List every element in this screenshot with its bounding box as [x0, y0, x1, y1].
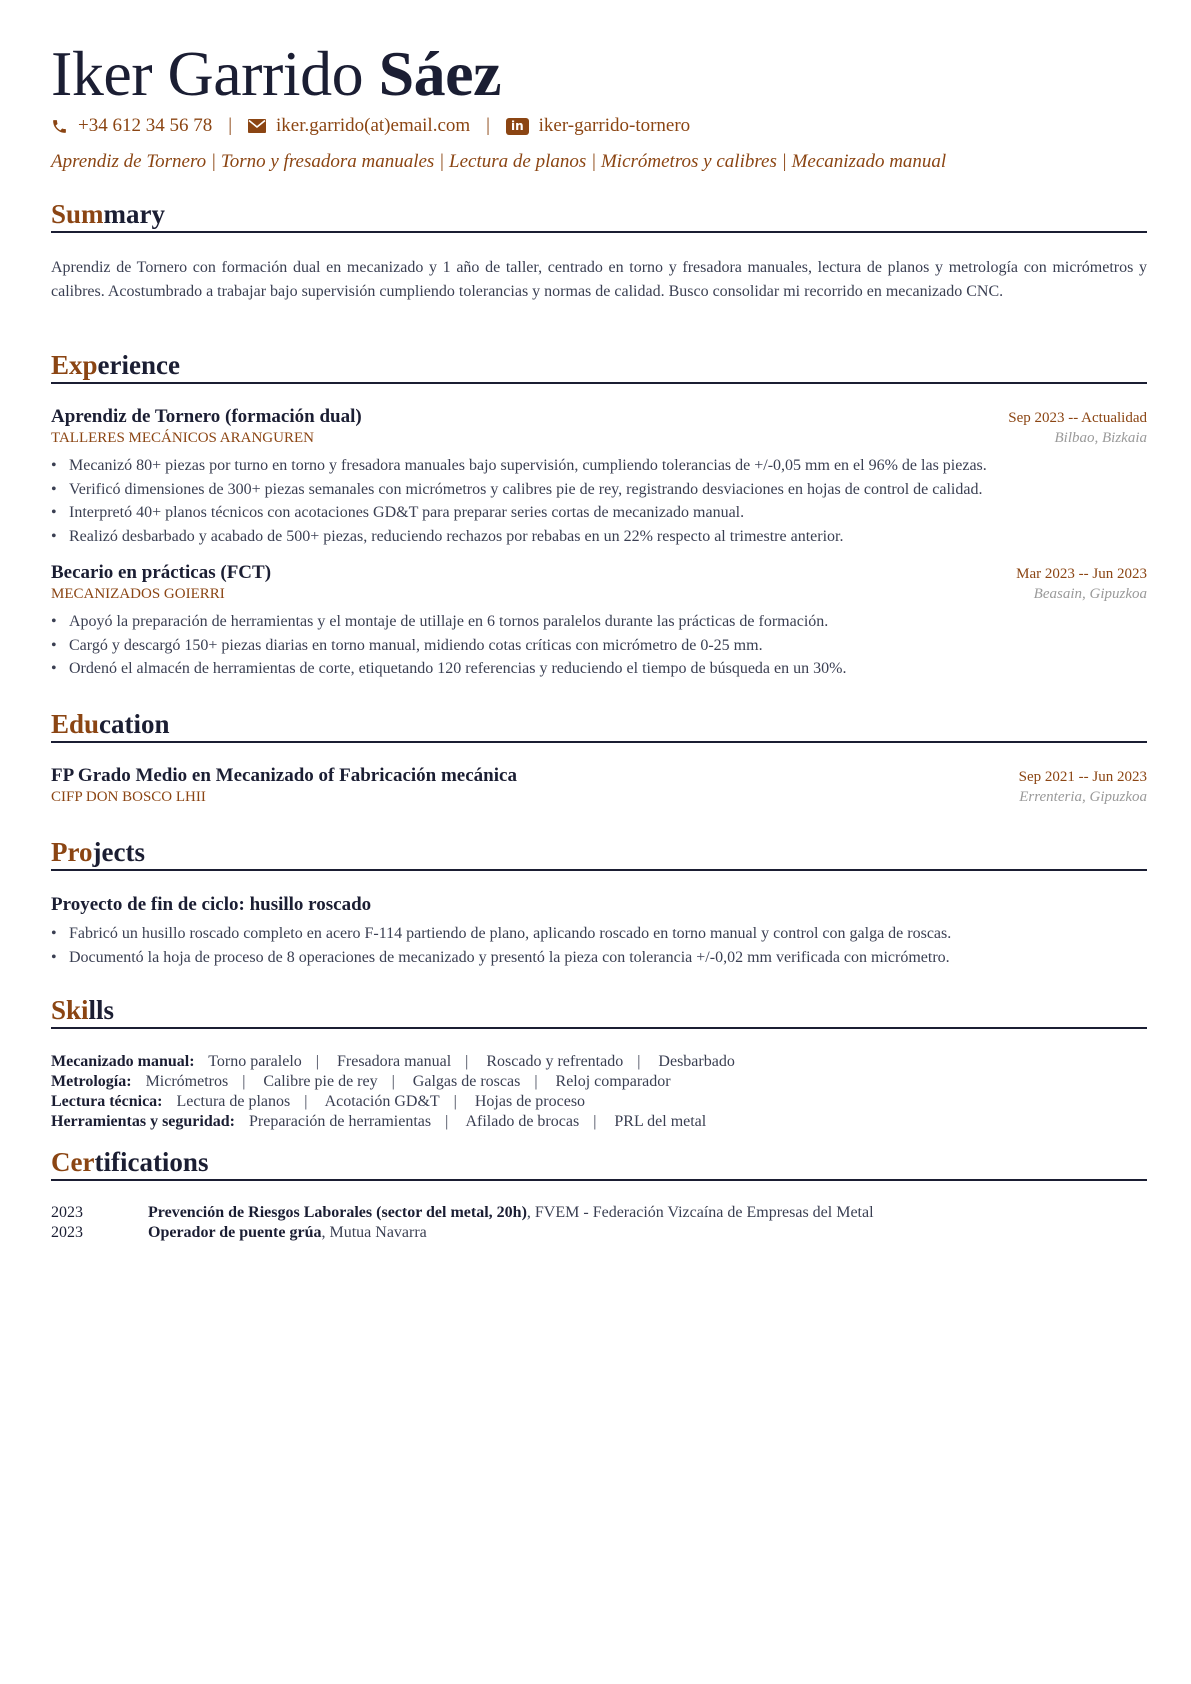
skill-item: Acotación GD&T	[324, 1093, 440, 1110]
summary-heading: Summary	[51, 197, 1147, 233]
linkedin-icon: in	[506, 118, 529, 135]
bullet-item: • Interpretó 40+ planos técnicos con acotaciones GD&T para preparar series cortas de mecanizado manual.	[51, 501, 1147, 525]
skill-item: Torno paralelo	[208, 1053, 302, 1070]
bullet-item: • Apoyó la preparación de herramientas y el montaje de utillaje en 6 tornos paralelos durante las prácticas de formación.	[51, 610, 1147, 634]
cert-issuer: , FVEM - Federación Vizcaína de Empresas del Metal	[526, 1204, 874, 1221]
skill-group: Mecanizado manual: Torno paralelo | Fresadora manual | Roscado y refrentado | Desbarbado	[51, 1053, 735, 1070]
job-title: Becario en prácticas (FCT)	[51, 562, 272, 583]
bullet-item: • Cargó y descargó 150+ piezas diarias en torno manual, midiendo cotas críticas con micrómetro de 0-25 mm.	[51, 634, 1147, 658]
skill-group: Metrología: Micrómetros | Calibre pie de rey | Galgas de roscas | Reloj comparador	[51, 1073, 671, 1090]
cert-year: 2023	[51, 1204, 83, 1221]
skill-item: Fresadora manual	[336, 1053, 452, 1070]
skill-item: PRL del metal	[614, 1113, 707, 1130]
skill-item: Galgas de roscas	[412, 1073, 521, 1090]
bullet-item: • Verificó dimensiones de 300+ piezas semanales con micrómetros y calibres pie de rey, registrando desviaciones en hojas de control de calidad.	[51, 478, 1147, 502]
contact-separator: |	[228, 115, 233, 136]
project-title: Proyecto de fin de ciclo: husillo roscado	[51, 894, 372, 915]
linkedin-link[interactable]: iker-garrido-tornero	[538, 115, 691, 136]
skill-category: Herramientas y seguridad:	[51, 1113, 235, 1130]
bullet-item: • Mecanizó 80+ piezas por turno en torno y fresadora manuales bajo supervisión, cumpliendo tolerancias de +/-0,05 mm en el 96% de las piezas.	[51, 454, 1147, 478]
bullet-item: • Ordenó el almacén de herramientas de corte, etiquetando 120 referencias y reduciendo el tiempo de búsqueda en un 30%.	[51, 657, 1147, 681]
skill-category: Metrología:	[51, 1073, 132, 1090]
skill-item: Roscado y refrentado	[486, 1053, 624, 1070]
skill-item: Desbarbado	[658, 1053, 735, 1070]
skill-item: Hojas de proceso	[474, 1093, 586, 1110]
skill-category: Mecanizado manual:	[51, 1053, 195, 1070]
skill-item: Micrómetros	[145, 1073, 229, 1090]
experience-heading: Experience	[51, 348, 1147, 384]
skills-heading: Skills	[51, 993, 1147, 1029]
skill-item: Preparación de herramientas	[248, 1113, 432, 1130]
skill-item: Calibre pie de rey	[263, 1073, 378, 1090]
phone-icon	[51, 118, 68, 135]
first-name: Iker Garrido	[51, 38, 364, 109]
summary-text: Aprendiz de Tornero con formación dual en mecanizado y 1 año de taller, centrado en torno y fresadora manuales, lectura de planos y metrología con micrómetros y calibres. Acostumbrado a trabajar bajo supervisión cumpliendo tolerancias y normas de calidad. Busco consolidar mi recorrido en mecanizado CNC.	[51, 259, 1147, 300]
cert-name: Prevención de Riesgos Laborales (sector del metal, 20h)	[148, 1204, 527, 1221]
skill-item: Reloj comparador	[555, 1073, 671, 1090]
education-dates: Sep 2021 -- Jun 2023	[1018, 769, 1147, 785]
certification-item	[51, 1203, 1147, 1223]
education-entry	[51, 765, 1147, 809]
job-bullets	[51, 454, 1147, 548]
bullet-item: • Realizó desbarbado y acabado de 500+ piezas, reduciendo rechazos por rebabas en un 22% respecto al trimestre anterior.	[51, 525, 1147, 549]
phone-number[interactable]: +34 612 34 56 78	[78, 115, 213, 136]
project-bullets	[51, 922, 1147, 969]
bullet-item: • Fabricó un husillo roscado completo en acero F-114 partiendo de plano, aplicando roscado en torno manual y control con galga de roscas.	[51, 922, 1147, 946]
contact-separator: |	[486, 115, 490, 136]
project-entry	[51, 894, 1147, 969]
job-dates: Mar 2023 -- Jun 2023	[1016, 566, 1147, 582]
job-title: Aprendiz de Tornero (formación dual)	[51, 406, 362, 427]
school-location: Errenteria, Gipuzkoa	[1019, 789, 1147, 805]
certifications-heading: Certifications	[51, 1145, 1147, 1181]
experience-entry	[51, 406, 1147, 548]
job-dates: Sep 2023 -- Actualidad	[1008, 410, 1147, 426]
skill-item: Lectura de planos	[176, 1093, 291, 1110]
contact-line	[51, 113, 690, 139]
job-location: Bilbao, Bizkaia	[1054, 430, 1147, 446]
certifications-list	[51, 1203, 1147, 1243]
bullet-item: • Documentó la hoja de proceso de 8 operaciones de mecanizado y presentó la pieza con tolerancia +/-0,02 mm verificada con micrómetro.	[51, 946, 1147, 970]
company-name: TALLERES MECÁNICOS ARANGUREN	[51, 430, 314, 446]
last-name: Sáez	[378, 38, 501, 109]
skill-category: Lectura técnica:	[51, 1093, 163, 1110]
skill-group: Lectura técnica: Lectura de planos | Acotación GD&T | Hojas de proceso	[51, 1093, 586, 1110]
cert-issuer: , Mutua Navarra	[321, 1224, 427, 1241]
cert-year: 2023	[51, 1224, 83, 1241]
skill-group: Herramientas y seguridad: Preparación de herramientas | Afilado de brocas | PRL del metal	[51, 1113, 707, 1130]
degree-title: FP Grado Medio en Mecanizado of Fabricación mecánica	[51, 765, 517, 786]
cert-name: Operador de puente grúa	[148, 1224, 322, 1241]
candidate-name	[51, 34, 501, 114]
email-link[interactable]: iker.garrido(at)email.com	[276, 115, 471, 136]
skill-item: Afilado de brocas	[465, 1113, 580, 1130]
projects-heading: Projects	[51, 835, 1147, 871]
experience-entry	[51, 562, 1147, 681]
tagline: Aprendiz de Tornero | Torno y fresadora manuales | Lectura de planos | Micrómetros y calibres | Mecanizado manual	[51, 151, 947, 172]
company-name: MECANIZADOS GOIERRI	[51, 586, 225, 602]
envelope-icon	[248, 119, 266, 133]
certification-item	[51, 1223, 1147, 1243]
job-location: Beasain, Gipuzkoa	[1033, 586, 1147, 602]
skills-list	[51, 1052, 1147, 1132]
education-heading: Education	[51, 707, 1147, 743]
school-name: CIFP DON BOSCO LHII	[51, 789, 206, 805]
job-bullets	[51, 610, 1147, 681]
